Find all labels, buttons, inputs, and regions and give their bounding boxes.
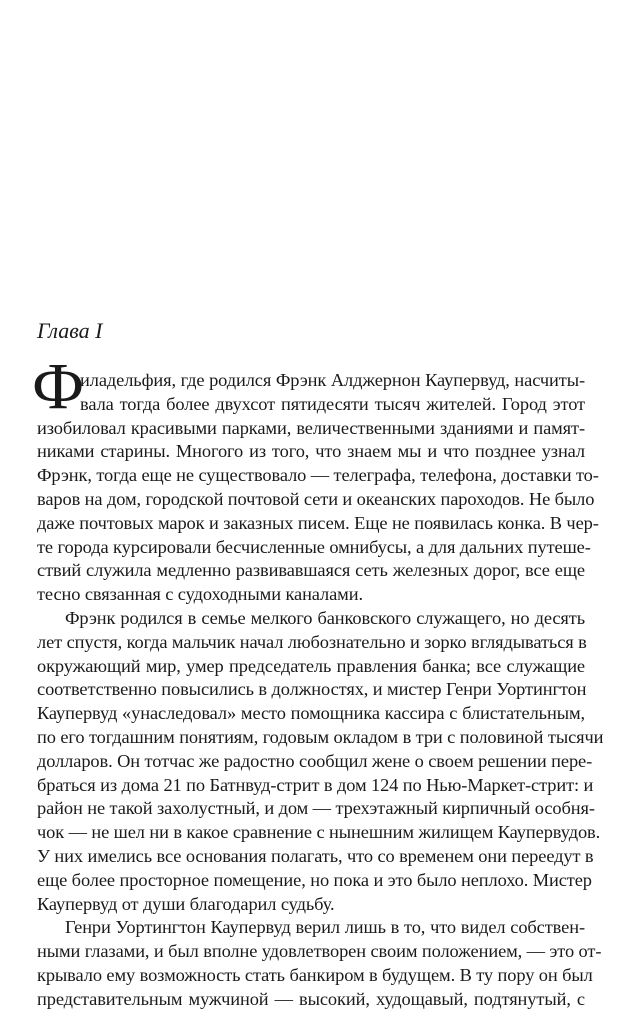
text-line: даже почтовых марок и заказных писем. Еще не появилась конка. В чер- [37,512,599,533]
text-line: вала тогда более двухсот пятидесяти тысяч жителей. Город этот [80,393,585,414]
text-line: лет спустя, когда мальчик начал любознательно и зорко вглядываться в [37,631,587,652]
text-line: чок — не шел ни в какое сравнение с нынешним жилищем Каупервудов. [37,822,601,843]
text-line: еще более просторное помещение, но пока и это было неплохо. Мистер [37,869,592,890]
text-line: долларов. Он тотчас же радостно сообщил жене о своем решении пере- [37,750,593,771]
text-line: Каупервуд от души благодарил судьбу. [37,893,335,914]
text-line: представительным мужчиной — высокий, худощавый, подтянутый, с [37,988,585,1009]
text-line: Генри Уортингтон Каупервуд верил лишь в то, что видел собствен- [65,917,585,938]
text-line: иладельфия, где родился Фрэнк Алджернон Каупервуд, насчиты- [80,370,585,390]
text-line: окружающий мир, умер председатель правления банка; все служащие [37,655,585,676]
text-line: соответственно повысились в должностях, и мистер Генри Уортингтон [37,679,587,700]
text-line: тесно связанная с судоходными каналами. [37,584,363,605]
text-line: варов на дом, городской почтовой сети и океанских пароходов. Не было [37,489,595,509]
text-line: Фрэнк родился в семье мелкого банковского служащего, но десять [65,608,585,628]
text-line: те города курсировали бесчисленные омнибусы, а для дальних путеше- [37,536,591,557]
text-line: ными глазами, и был вполне удовлетворен своим положением, — это от- [37,941,602,962]
chapter-title: Глава I [37,318,103,343]
text-line: ствий служила медленно развивавшаяся сеть железных дорог, все еще [37,560,585,581]
text-line: Каупервуд «унаследовал» место помощника кассира с блистательным, [37,703,585,724]
text-line: район не такой захолустный, и дом — трехэтажный кирпичный особня- [37,798,595,819]
text-line: изобиловал красивыми парками, величественными зданиями и памят- [37,417,585,438]
text-line: браться из дома 21 по Батнвуд-стрит в дом 124 по Нью-Маркет-стрит: и [37,774,594,795]
text-line: крывало ему возможность стать банкиром в будущем. В ту пору он был [37,965,593,985]
text-line: по его тогдашним понятиям, годовым окладом в три с половиной тысячи [37,727,604,747]
text-line: У них имелись все основания полагать, что со временем они переедут в [37,846,594,866]
text-line: никами старины. Многого из того, что знаем мы и что позднее узнал [37,441,585,462]
text-line: Фрэнк, тогда еще не существовало — телеграфа, телефона, доставки то- [37,465,599,486]
drop-cap: Ф [32,350,85,423]
